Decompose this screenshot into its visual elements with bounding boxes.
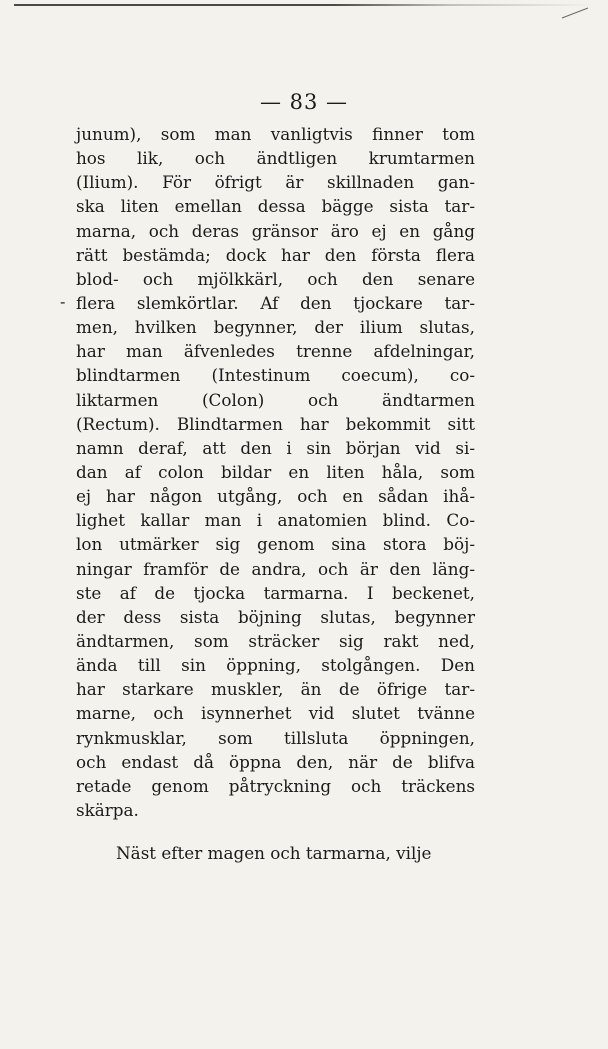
text-line: blod- och mjölkkärl, och den senare <box>76 268 475 289</box>
text-line: ända till sin öppning, stolgången. Den <box>76 655 475 676</box>
text-line: skärpa. <box>76 799 139 820</box>
body-text <box>76 122 475 865</box>
page-number: — 83 — <box>259 90 349 114</box>
text-line: retade genom påtryckning och träckens <box>76 775 475 796</box>
text-line: flera slemkörtlar. Af den tjockare tar- <box>76 292 475 313</box>
text-line: Näst efter magen och tarmarna, vilje <box>116 843 432 864</box>
text-line: har starkare muskler, än de öfrige tar- <box>76 679 475 700</box>
text-line: der dess sista böjning slutas, begynner <box>76 606 475 627</box>
text-line: ändtarmen, som sträcker sig rakt ned, <box>76 630 475 651</box>
text-line: (Rectum). Blindtarmen har bekommit sitt <box>76 413 475 434</box>
text-line: (Ilium). För öfrigt är skillnaden gan- <box>76 172 475 193</box>
paragraph-gap <box>76 822 475 841</box>
text-line: ningar framför de andra, och är den läng- <box>76 558 475 579</box>
text-line: lighet kallar man i anatomien blind. Co- <box>76 510 475 531</box>
top-border-rule <box>14 4 594 6</box>
text-line: dan af colon bildar en liten håla, som <box>76 461 475 482</box>
text-line: namn deraf, att den i sin början vid si- <box>76 437 475 458</box>
paragraph-2 <box>76 841 475 865</box>
corner-pen-stroke <box>560 6 590 20</box>
text-line: rätt bestämda; dock har den första flera <box>76 244 475 265</box>
paragraph-1 <box>76 122 475 822</box>
margin-mark: - <box>60 292 66 311</box>
text-line: ska liten emellan dessa bägge sista tar- <box>76 196 475 217</box>
text-line: hos lik, och ändtligen krumtarmen <box>76 148 475 169</box>
text-line: ste af de tjocka tarmarna. I beckenet, <box>76 582 475 603</box>
text-line: och endast då öppna den, när de blifva <box>76 751 475 772</box>
text-line: rynkmusklar, som tillsluta öppningen, <box>76 727 475 748</box>
text-line: liktarmen (Colon) och ändtarmen <box>76 389 475 410</box>
text-line: lon utmärker sig genom sina stora böj- <box>76 534 475 555</box>
text-line: marne, och isynnerhet vid slutet tvänne <box>76 703 475 724</box>
text-line: marna, och deras gränsor äro ej en gång <box>76 220 475 241</box>
text-line: har man äfvenledes trenne afdelningar, <box>76 341 475 362</box>
text-line: junum), som man vanligtvis finner tom <box>76 124 475 144</box>
text-line: blindtarmen (Intestinum coecum), co- <box>76 365 475 386</box>
text-line: ej har någon utgång, och en sådan ihå- <box>76 486 475 507</box>
text-line: men, hvilken begynner, der ilium slutas, <box>76 317 475 338</box>
